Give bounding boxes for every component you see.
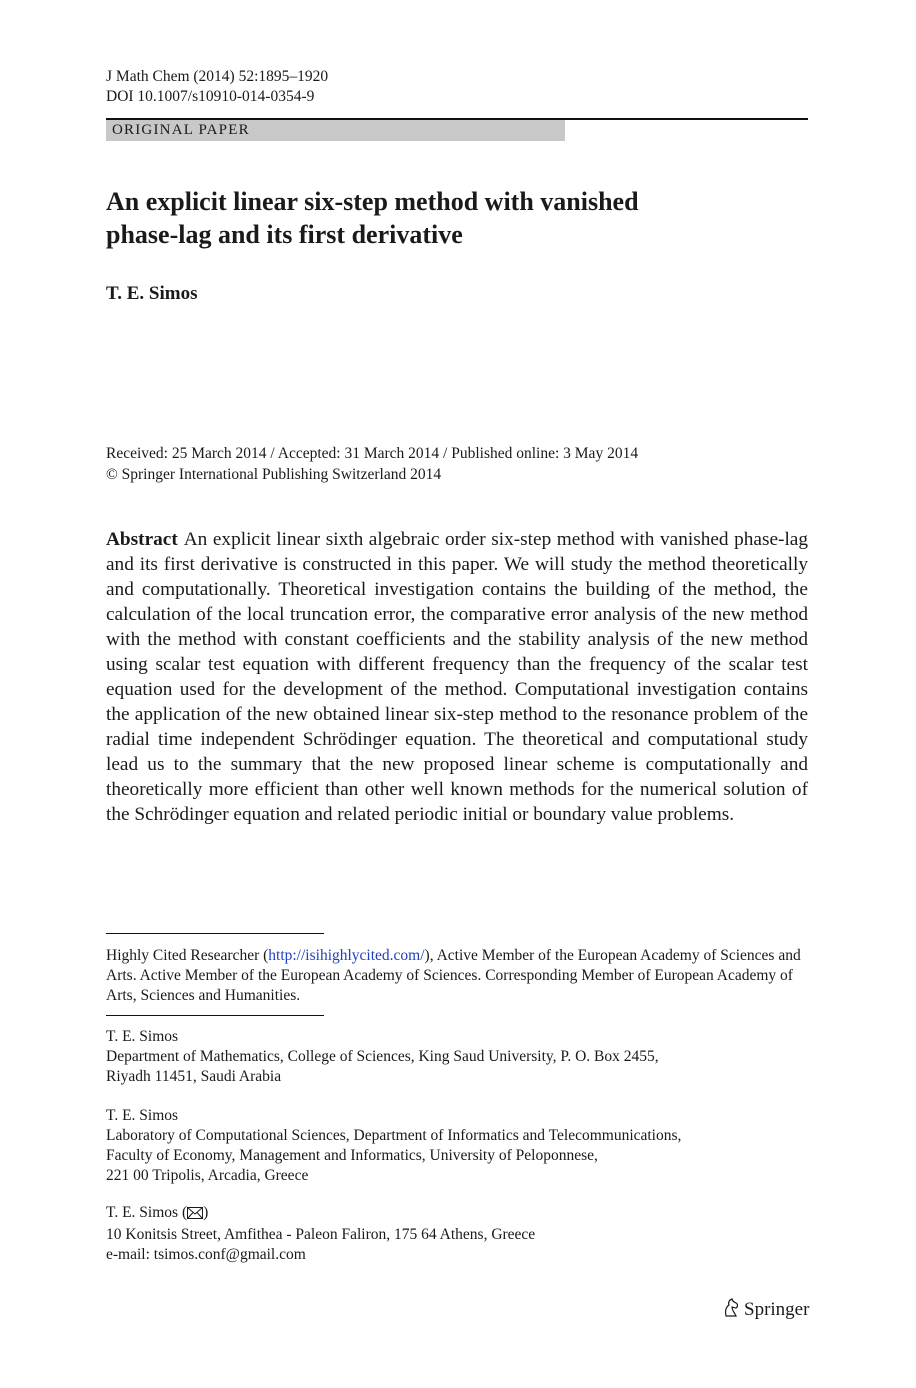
- highly-cited-link[interactable]: http://isihighlycited.com/: [268, 947, 425, 964]
- footnote: [106, 946, 808, 1006]
- footnote-suffix: ), Active Member of the European Academy of Sciences and Arts. Active Member of the European Academy of Sciences. Corresponding Member of European Academy of Arts, Sciences and Humanities.: [106, 947, 801, 1004]
- footnote-rule: [106, 933, 324, 934]
- publication-dates: [106, 443, 638, 485]
- affiliation-2: [106, 1106, 808, 1186]
- affiliation-address: Department of Mathematics, College of Sciences, King Saud University, P. O. Box 2455,: [106, 1048, 659, 1065]
- abstract: [106, 527, 808, 827]
- affiliation-3: [106, 1203, 808, 1265]
- title-line-1: An explicit linear six-step method with vanished: [106, 187, 639, 216]
- publisher-name: Springer: [744, 1299, 810, 1320]
- copyright-line: © Springer International Publishing Switzerland 2014: [106, 466, 442, 483]
- springer-horse-icon: [722, 1299, 744, 1320]
- publisher-logo: [722, 1298, 809, 1321]
- title-line-2: phase-lag and its first derivative: [106, 220, 463, 249]
- envelope-icon: [187, 1205, 203, 1225]
- affiliation-address: 10 Konitsis Street, Amfithea - Paleon Faliron, 175 64 Athens, Greece: [106, 1226, 536, 1243]
- affiliation-name-row: T. E. Simos ( ): [106, 1203, 808, 1225]
- affiliation-address: 221 00 Tripolis, Arcadia, Greece: [106, 1167, 309, 1184]
- affiliation-1: [106, 1027, 808, 1087]
- affiliation-address: Laboratory of Computational Sciences, Department of Informatics and Telecommunications,: [106, 1127, 682, 1144]
- affiliation-name: T. E. Simos: [106, 1028, 179, 1045]
- abstract-label: Abstract: [106, 529, 178, 550]
- dates-line: Received: 25 March 2014 / Accepted: 31 March 2014 / Published online: 3 May 2014: [106, 445, 639, 462]
- journal-citation: J Math Chem (2014) 52:1895–1920: [106, 68, 329, 85]
- email[interactable]: e-mail: tsimos.conf@gmail.com: [106, 1246, 306, 1263]
- journal-header: [106, 67, 328, 107]
- affiliation-address: Riyadh 11451, Saudi Arabia: [106, 1068, 282, 1085]
- abstract-text: An explicit linear sixth algebraic order six-step method with vanished phase-lag and its first derivative is constructed in this paper. We will study the method theoretically and computationally. Theoretical investigation contains the building of the method, the calculation of the local truncation error, the comparative error analysis of the new method with the method with constant coefficients and the stability analysis of the new method using scalar test equation with different frequency than the frequency of the scalar test equation used for the development of the method. Computational investigation contains the application of the new obtained linear six-step method to the resonance problem of the radial time independent Schrödinger equation. The theoretical and computational study lead us to the summary that the new proposed linear scheme is computationally and theoretically more efficient than other well known methods for the numerical solution of the Schrödinger equation and related periodic initial or boundary value problems.: [106, 529, 808, 825]
- affiliation-name: T. E. Simos: [106, 1204, 179, 1221]
- affiliation-rule: [106, 1015, 324, 1016]
- author-name: T. E. Simos: [106, 283, 198, 304]
- article-type-badge: ORIGINAL PAPER: [106, 120, 565, 141]
- doi[interactable]: DOI 10.1007/s10910-014-0354-9: [106, 88, 315, 105]
- footnote-prefix: Highly Cited Researcher (: [106, 947, 269, 964]
- affiliation-address: Faculty of Economy, Management and Informatics, University of Peloponnese,: [106, 1147, 598, 1164]
- paper-title: [106, 185, 746, 251]
- affiliation-name: T. E. Simos: [106, 1107, 179, 1124]
